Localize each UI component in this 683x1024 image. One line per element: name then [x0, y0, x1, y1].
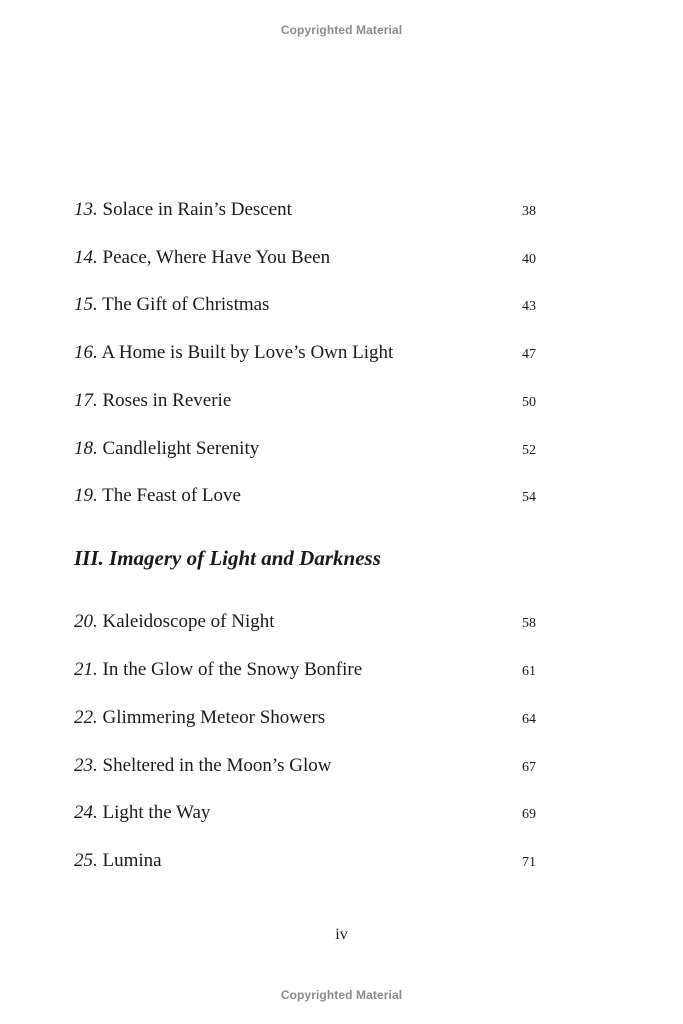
copyright-watermark-top: Copyrighted Material — [280, 23, 403, 37]
toc-entry-number: 13. — [74, 199, 98, 220]
toc-entry[interactable] — [74, 755, 536, 779]
toc-entry-label: Roses in Reverie — [102, 390, 232, 411]
toc-entry-label: Peace, Where Have You Been — [102, 247, 331, 268]
toc-entry-title — [74, 247, 330, 269]
toc-entry-page: 40 — [522, 252, 536, 267]
toc-entry-label: Candlelight Serenity — [102, 438, 260, 459]
toc-entry-page: 52 — [522, 443, 536, 458]
toc-entry-page: 50 — [522, 395, 536, 410]
toc-entry-label: A Home is Built by Love’s Own Light — [101, 342, 394, 363]
toc-entry[interactable] — [74, 802, 536, 826]
toc-entry-number: 20. — [74, 611, 98, 632]
toc-entry-label: In the Glow of the Snowy Bonfire — [102, 659, 363, 680]
toc-entry-page: 43 — [522, 299, 536, 314]
toc-entry-number: 17. — [74, 390, 98, 411]
toc-entry-title — [74, 850, 162, 872]
toc-entry-number: 24. — [74, 802, 98, 823]
toc-entry-title — [74, 659, 362, 681]
toc-entry-title — [74, 802, 210, 824]
toc-entry[interactable] — [74, 247, 536, 271]
toc-entry-number: 21. — [74, 659, 98, 680]
toc-entry-title — [74, 438, 259, 460]
toc-entry-number: 22. — [74, 707, 98, 728]
toc-entry-number: 14. — [74, 247, 98, 268]
toc-entry-title — [74, 755, 332, 777]
toc-entry-number: 18. — [74, 438, 98, 459]
toc-entry[interactable] — [74, 342, 536, 366]
toc-entry-title — [74, 342, 393, 364]
toc-entry-label: Glimmering Meteor Showers — [102, 707, 326, 728]
toc-entry-page: 38 — [522, 204, 536, 219]
toc-entry[interactable] — [74, 390, 536, 414]
toc-entry[interactable] — [74, 611, 536, 635]
toc-entry-label: The Gift of Christmas — [102, 294, 270, 315]
toc-entry-title — [74, 707, 325, 729]
toc-entry-label: Sheltered in the Moon’s Glow — [102, 755, 332, 776]
toc-entry-label: Kaleidoscope of Night — [102, 611, 275, 632]
toc-entry-page: 58 — [522, 616, 536, 631]
toc-entry-page: 69 — [522, 807, 536, 822]
section-heading: III. Imagery of Light and Darkness — [74, 546, 381, 570]
toc-entry-number: 23. — [74, 755, 98, 776]
toc-entry[interactable] — [74, 438, 536, 462]
toc-entry-number: 15. — [74, 294, 98, 315]
toc-entry[interactable] — [74, 199, 536, 223]
toc-entry-title — [74, 611, 275, 633]
copyright-watermark-bottom: Copyrighted Material — [280, 988, 403, 1002]
toc-entry-page: 61 — [522, 664, 536, 679]
toc-entry[interactable] — [74, 294, 536, 318]
toc-entry-title — [74, 390, 231, 412]
toc-entry-label: Lumina — [102, 850, 162, 871]
toc-entry[interactable] — [74, 707, 536, 731]
toc-entry-title — [74, 199, 292, 221]
toc-entry-title — [74, 294, 269, 316]
toc-entry-number: 19. — [74, 485, 98, 506]
toc-entry-number: 16. — [74, 342, 98, 363]
toc-entry-title — [74, 485, 241, 507]
page-folio: iv — [335, 926, 348, 943]
toc-entry-label: The Feast of Love — [102, 485, 241, 506]
toc-entry-page: 67 — [522, 760, 536, 775]
toc-entry-page: 64 — [522, 712, 536, 727]
toc-entry[interactable] — [74, 485, 536, 509]
toc-entry-label: Light the Way — [102, 802, 211, 823]
toc-entry[interactable] — [74, 850, 536, 874]
toc-entry-page: 71 — [522, 855, 536, 870]
toc-entry-page: 47 — [522, 347, 536, 362]
toc-entry-number: 25. — [74, 850, 98, 871]
toc-entry-page: 54 — [522, 490, 536, 505]
toc-entry[interactable] — [74, 659, 536, 683]
toc-entry-label: Solace in Rain’s Descent — [102, 199, 292, 220]
